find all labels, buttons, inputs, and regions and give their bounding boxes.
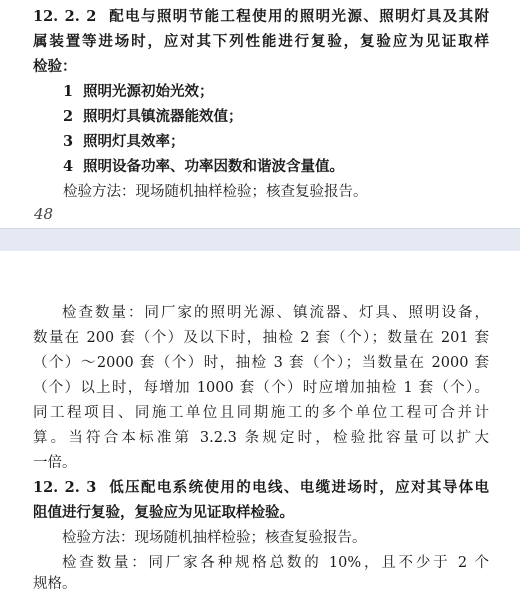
clause-12-2-2-line1: [33, 6, 489, 28]
clause-12-2-3-line1: [33, 477, 489, 499]
clause-12-2-2-line2: 属装置等进场时，应对其下列性能进行复验，复验应为见证取样: [33, 33, 489, 50]
page-bottom: [0, 251, 520, 594]
list-item: [63, 106, 243, 128]
quantity-line: （个）以上时，每增加 1000 套（个）时应增加抽检 1 套（个）。: [33, 380, 489, 396]
clause-text: 配电与照明节能工程使用的照明光源、照明灯具及其附: [109, 8, 489, 25]
quantity-line: 算。当符合本标准第 3.2.3 条规定时，检验批容量可以扩大: [33, 430, 489, 446]
list-item: [63, 131, 185, 153]
clause-12-2-3-line2: 阻值进行复验，复验应为见证取样检验。: [33, 504, 294, 521]
page-number: 48: [34, 205, 54, 223]
quantity-line: 数量在 200 套（个）及以下时，抽检 2 套（个）；数量在 201 套: [33, 330, 489, 346]
item-number: 2: [63, 108, 74, 125]
quantity-line: （个）～2000 套（个）时，抽检 3 套（个）；当数量在 2000 套: [33, 355, 489, 371]
item-text: 照明灯具效率；: [83, 133, 185, 150]
clause-number: 12. 2. 2: [33, 8, 97, 25]
inspection-quantity-cont: 规格。: [33, 576, 77, 592]
clause-12-2-2-line3: 检验：: [33, 58, 77, 75]
item-number: 1: [63, 83, 74, 100]
quantity-line: 检查数量：同厂家的照明光源、镇流器、灯具、照明设备，: [62, 305, 489, 321]
item-number: 3: [63, 133, 74, 150]
inspection-method: 检验方法：现场随机抽样检验；核查复验报告。: [63, 184, 368, 200]
clause-text: 低压配电系统使用的电线、电缆进场时，应对其导体电: [109, 479, 489, 496]
inspection-quantity: 检查数量：同厂家各种规格总数的 10%，且不少于 2 个: [62, 555, 489, 571]
item-text: 照明光源初始光效；: [83, 83, 214, 100]
list-item: [63, 156, 344, 178]
inspection-method: 检验方法：现场随机抽样检验；核查复验报告。: [62, 530, 367, 546]
list-item: [63, 81, 214, 103]
quantity-line: 一倍。: [33, 455, 77, 471]
item-number: 4: [63, 158, 74, 175]
item-text: 照明设备功率、功率因数和谐波含量值。: [83, 158, 344, 175]
item-text: 照明灯具镇流器能效值；: [83, 108, 243, 125]
quantity-line: 同工程项目、同施工单位且同期施工的多个单位工程可合并计: [33, 405, 489, 421]
page-top: [0, 0, 520, 228]
clause-number: 12. 2. 3: [33, 479, 97, 496]
page-separator: [0, 228, 520, 252]
